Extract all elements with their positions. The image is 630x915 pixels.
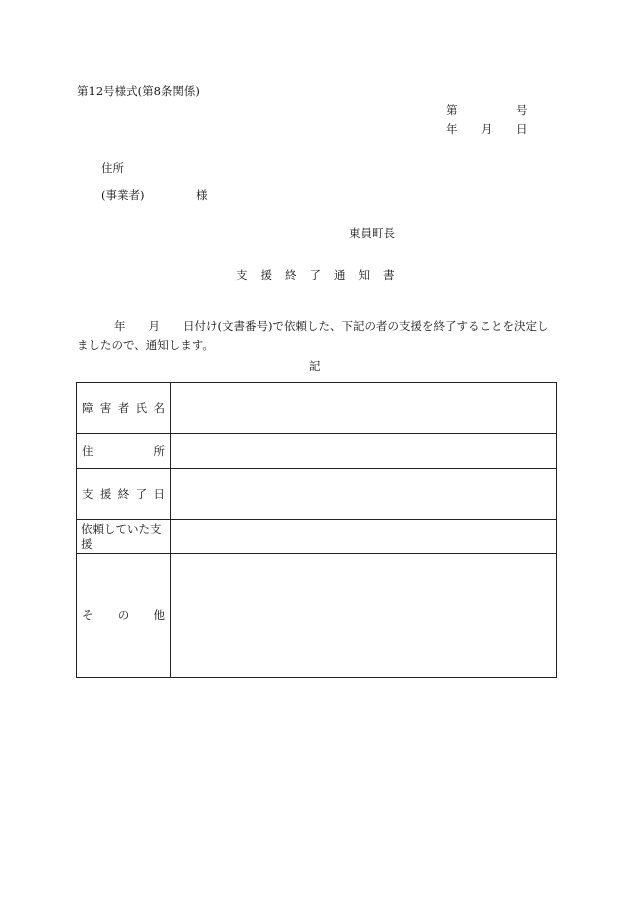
value-person-name[interactable] <box>171 383 557 434</box>
document-number-prefix: 第 <box>446 103 458 117</box>
title-char: 援 <box>260 268 285 282</box>
label-char: 名 <box>153 400 165 415</box>
ki-heading: 記 <box>309 359 321 373</box>
title-char: 終 <box>285 268 310 282</box>
value-address[interactable] <box>171 434 557 469</box>
value-other[interactable] <box>171 554 557 678</box>
addressee-address-label: 住所 <box>101 161 124 175</box>
label-person-name <box>77 383 171 434</box>
label-char: の <box>117 608 130 623</box>
label-char: 害 <box>99 400 112 415</box>
table-row <box>77 554 557 678</box>
addressee-operator-label: (事業者) <box>101 188 145 202</box>
label-char: 了 <box>135 486 148 501</box>
value-support-end-date[interactable] <box>171 469 557 520</box>
document-title <box>236 270 408 282</box>
title-char: 支 <box>236 268 261 282</box>
label-char: 日 <box>153 486 165 501</box>
label-char: 終 <box>117 486 130 501</box>
label-requested-support: 依頼していた支援 <box>77 520 171 554</box>
label-char: そ <box>82 608 94 623</box>
label-char: 所 <box>153 443 165 458</box>
title-char: 通 <box>334 268 359 282</box>
label-char: 他 <box>153 608 165 623</box>
body-paragraph: 年 月 日付け(文書番号)で依頼した、下記の者の支援を終了することを決定しましたので、通知します。 <box>77 319 549 352</box>
title-char: 知 <box>358 268 383 282</box>
document-number-suffix: 号 <box>516 103 528 117</box>
title-char: 書 <box>383 268 408 282</box>
label-char: 氏 <box>135 400 148 415</box>
label-char: 援 <box>99 486 112 501</box>
details-table <box>76 382 557 678</box>
title-char: 了 <box>309 268 334 282</box>
date-year-label: 年 <box>446 122 458 136</box>
table-row <box>77 520 557 554</box>
label-char: 障 <box>82 400 94 415</box>
date-day-label: 日 <box>516 122 528 136</box>
label-char: 者 <box>117 400 130 415</box>
date-month-label: 月 <box>481 122 493 136</box>
addressee-honorific: 様 <box>196 188 208 202</box>
label-char: 支 <box>82 486 94 501</box>
label-address <box>77 434 171 469</box>
table-row <box>77 383 557 434</box>
issuer-name: 東員町長 <box>349 226 395 240</box>
table-row <box>77 434 557 469</box>
label-char: 住 <box>82 443 94 458</box>
form-number: 第12号様式(第8条関係) <box>77 84 200 98</box>
label-other <box>77 554 171 678</box>
table-row <box>77 469 557 520</box>
label-support-end-date <box>77 469 171 520</box>
value-requested-support[interactable] <box>171 520 557 554</box>
